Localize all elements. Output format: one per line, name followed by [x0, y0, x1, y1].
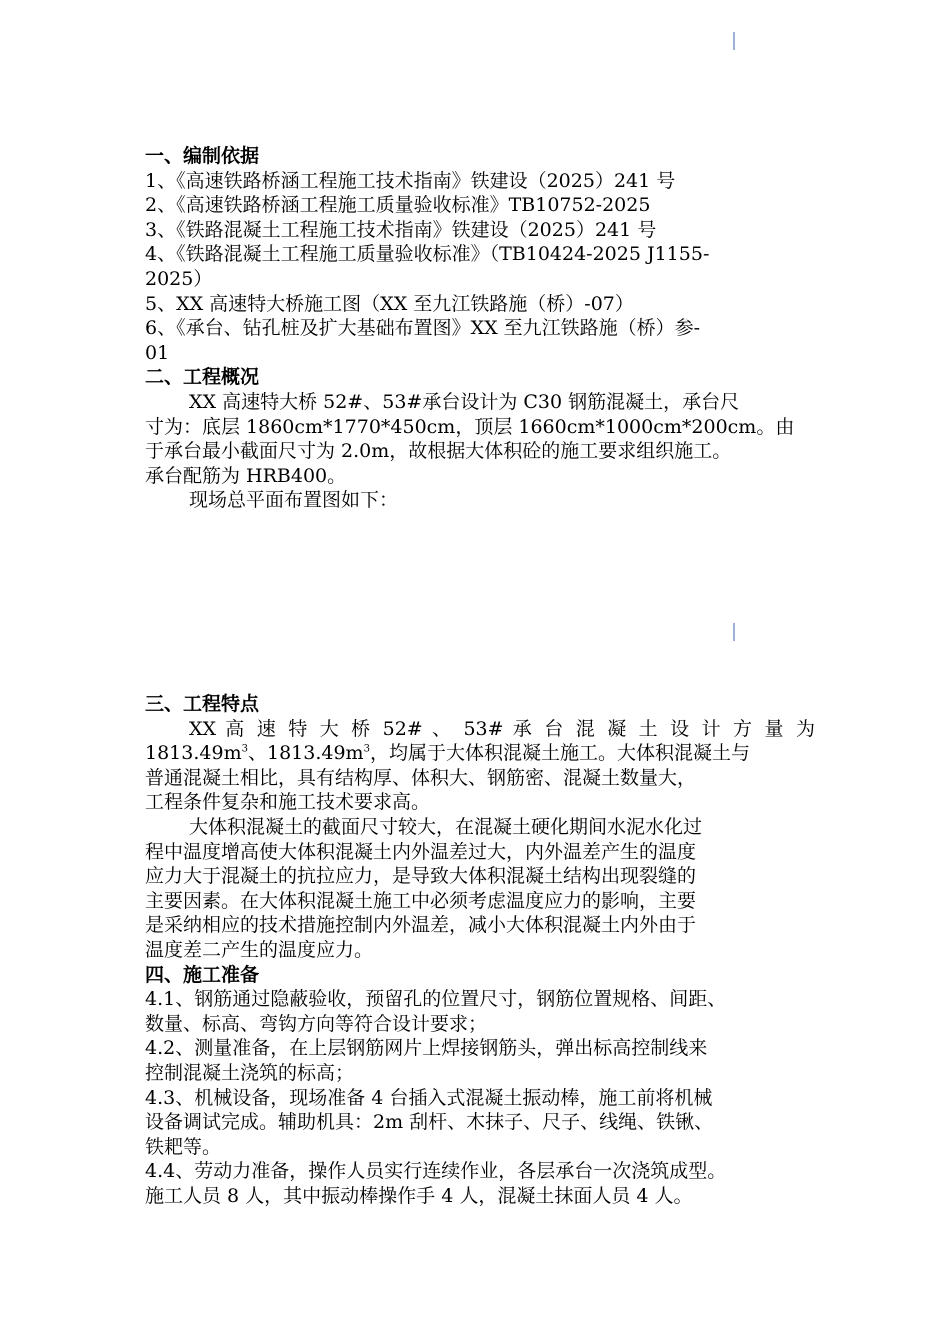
prep-item: 4.1、钢筋通过隐蔽验收，预留孔的位置尺寸，钢筋位置规格、间距、 [145, 988, 727, 1011]
volume-value: 1813.49m [266, 742, 364, 765]
reference-item: 2、《高速铁路桥涵工程施工质量验收标准》TB10752-2025 [145, 194, 651, 217]
paragraph-text: ，均属于大体积混凝土施工。大体积混凝土与 [369, 742, 750, 765]
reference-item: 1、《高速铁路桥涵工程施工技术指南》铁建设（2025）241 号 [145, 169, 676, 192]
paragraph-line: 大体积混凝土的截面尺寸较大，在混凝土硬化期间水泥水化过 [189, 815, 703, 838]
prep-item: 4.4、劳动力准备，操作人员实行连续作业，各层承台一次浇筑成型。 [145, 1160, 727, 1183]
section-heading: 四、施工准备 [145, 963, 260, 986]
prep-item: 控制混凝土浇筑的标高； [145, 1061, 355, 1084]
paragraph-line: 应力大于混凝土的抗拉应力，是导致大体积混凝土结构出现裂缝的 [145, 865, 697, 888]
prep-item: 4.3、机械设备，现场准备 4 台插入式混凝土振动棒，施工前将机械 [145, 1086, 713, 1109]
reference-item: 3、《铁路混凝土工程施工技术指南》铁建设（2025）241 号 [145, 218, 657, 241]
prep-item: 设备调试完成。辅助机具：2m 刮杆、木抹子、尺子、线绳、铁锹、 [145, 1111, 714, 1134]
paragraph-line: XX 高速特大桥 52#、53#承台设计为 C30 钢筋混凝土，承台尺 [189, 390, 740, 413]
paragraph-line: 于承台最小截面尺寸为 2.0m，故根据大体积砼的施工要求组织施工。 [145, 440, 732, 463]
reference-item: 01 [145, 341, 170, 364]
reference-item: 4、《铁路混凝土工程施工质量验收标准》（TB10424-2025 J1155- [145, 243, 710, 266]
section-heading: 二、工程概况 [145, 366, 260, 389]
paragraph-line: 程中温度增高使大体积混凝土内外温差过大，内外温差产生的温度 [145, 840, 697, 863]
paragraph-line: 工程条件复杂和施工技术要求高。 [145, 791, 431, 814]
paragraph-line: 是采纳相应的技术措施控制内外温差，减小大体积混凝土内外由于 [145, 914, 697, 937]
reference-item: 5、XX 高速特大桥施工图（XX 至九江铁路施（桥）-07） [145, 292, 634, 315]
reference-item: 2025） [145, 267, 213, 290]
paragraph-line: 寸为：底层 1860cm*1770*450cm，顶层 1660cm*1000cm*200cm。由 [145, 415, 795, 438]
paragraph-line: 主要因素。在大体积混凝土施工中必须考虑温度应力的影响，主要 [145, 889, 697, 912]
paragraph-line: XX 高 速 特 大 桥 52# 、 53# 承 台 混 凝 土 设 计 方 量 为 [189, 717, 815, 740]
separator: 、 [247, 742, 267, 765]
section-heading: 三、工程特点 [145, 693, 260, 715]
page-marker [733, 32, 735, 50]
unit-superscript: 3 [241, 743, 248, 755]
unit-superscript: 3 [363, 743, 370, 755]
paragraph-line: 普通混凝土相比，具有结构厚、体积大、钢筋密、混凝土数量大， [145, 766, 697, 789]
paragraph-line: 现场总平面布置图如下： [189, 489, 399, 512]
volume-value: 1813.49m [145, 742, 242, 765]
section-heading: 一、编制依据 [145, 145, 260, 167]
prep-item: 4.2、测量准备，在上层钢筋网片上焊接钢筋头，弹出标高控制线来 [145, 1037, 708, 1060]
paragraph-line: 温度差二产生的温度应力。 [145, 938, 374, 961]
paragraph-line [145, 741, 815, 766]
page-marker [733, 623, 735, 641]
section-basis [145, 144, 815, 513]
reference-item: 6、《承台、钻孔桩及扩大基础布置图》XX 至九江铁路施（桥）参- [145, 317, 701, 340]
prep-item: 数量、标高、弯钩方向等符合设计要求； [145, 1012, 488, 1035]
paragraph-line: 承台配筋为 HRB400。 [145, 464, 347, 487]
prep-item: 铁耙等。 [145, 1135, 222, 1158]
prep-item: 施工人员 8 人，其中振动棒操作手 4 人，混凝土抹面人员 4 人。 [145, 1184, 693, 1207]
section-features [145, 692, 815, 1208]
